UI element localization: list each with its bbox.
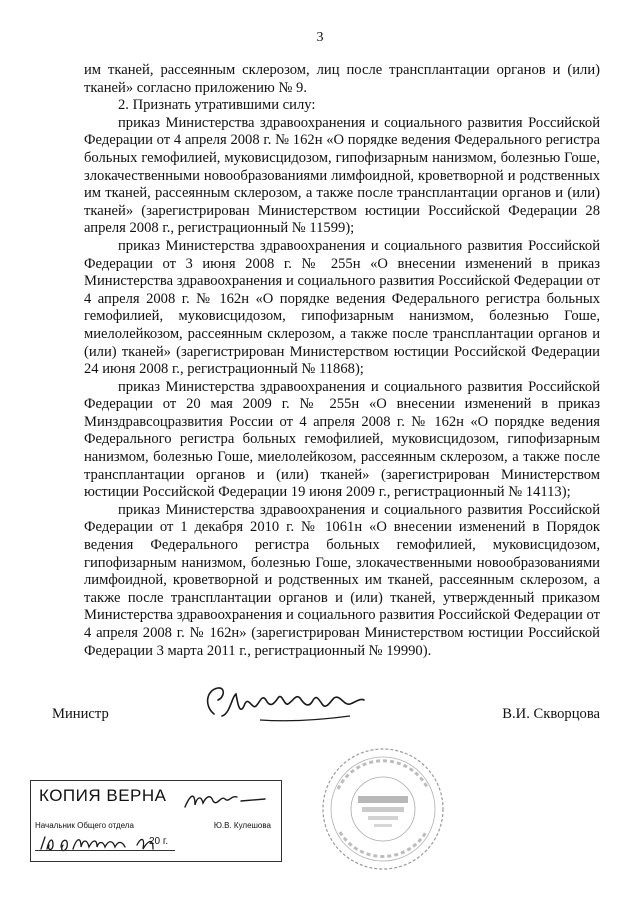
stamp-title: КОПИЯ ВЕРНА [39,786,167,805]
stamp-signature [181,787,271,815]
page-number: 3 [316,30,324,45]
official-seal [318,744,448,874]
stamp-year: 20 г. [149,836,169,847]
paragraph: приказ Министерства здравоохранения и социального развития Российской Федерации от 3 июня 2008 г. № 255н «О внесении изменений в приказ Министерства здравоохранения и социального развития Российской Федерации от 4 апреля 2008 г. № 162н «О порядке ведения Федерального регистра больных гемофилией, муковисцидозом, гипофизарным нанизмом, болезнью Гоше, миелолейкозом, рассеянным склерозом, а также после трансплантации органов и (или) тканей» (зарегистрирован Министерством юстиции Российской Федерации 24 июня 2008 г., регистрационный № 11868); [84,237,600,378]
copy-verified-stamp [30,780,282,862]
signatory-position: Министр [52,706,109,722]
paragraph: приказ Министерства здравоохранения и социального развития Российской Федерации от 4 апреля 2008 г. № 162н «О порядке ведения Федерального регистра больных гемофилией, муковисцидозом, гипофизарным нанизмом, болезнью Гоше, злокачественными новообразованиями лимфоидной, кроветворной и родственных им тканей, рассеянным склерозом, а также после трансплантации органов и (или) тканей» (зарегистрирован Министерством юстиции Российской Федерации 28 апреля 2008 г., регистрационный № 11599); [84,114,600,237]
handwritten-signature [200,676,370,736]
document-body [84,62,600,660]
paragraph: приказ Министерства здравоохранения и социального развития Российской Федерации от 1 декабря 2010 г. № 1061н «О внесении изменений в Порядок ведения Федерального регистра больных гемофилией, муковисцидозом, гипофизарным нанизмом, болезнью Гоше, злокачественными новообразованиями лимфоидной, кроветворной и родственных им тканей, рассеянным склерозом, а также после трансплантации органов и (или) тканей, утвержденный приказом Министерства здравоохранения и социального развития Российской Федерации от 4 апреля 2008 г. № 162н» (зарегистрирован Министерством юстиции Российской Федерации 3 марта 2011 г., регистрационный № 19990). [84,501,600,659]
paragraph: им тканей, рассеянным склерозом, лиц после трансплантации органов и (или) тканей» согласно приложению № 9. [84,62,600,96]
stamp-role: Начальник Общего отдела [35,821,134,830]
signatory-name: В.И. Скворцова [502,706,600,722]
stamp-person: Ю.В. Кулешова [213,821,271,830]
paragraph: приказ Министерства здравоохранения и социального развития Российской Федерации от 20 мая 2009 г. № 255н «О внесении изменений в приказ Минздравсоцразвития России от 4 апреля 2008 г. № 162н «О порядке ведения Федерального регистра больных гемофилией, муковисцидозом, гипофизарным нанизмом, болезнью Гоше, миелолейкозом, рассеянным склерозом, а также после трансплантации органов и (или) тканей» (зарегистрирован Министерством юстиции Российской Федерации 19 июня 2009 г., регистрационный № 14113); [84,378,600,501]
paragraph: 2. Признать утратившими силу: [118,97,316,114]
stamp-date-line [35,850,175,851]
